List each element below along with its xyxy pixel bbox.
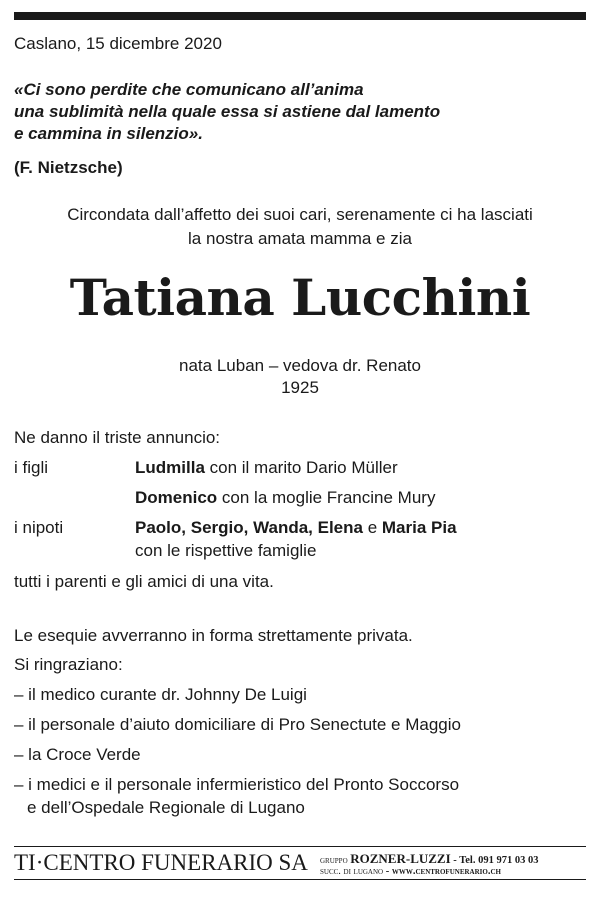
child-name: Domenico [135, 488, 218, 507]
quote-line: e cammina in silenzio». [14, 124, 203, 143]
top-rule [14, 12, 586, 20]
footer-rule-top [14, 846, 586, 847]
group-name: ROZNER-LUZZI [350, 851, 451, 866]
thanks-item-continued: e dell’Ospedale Regionale di Lugano [27, 798, 305, 817]
separator-dot: · [35, 850, 44, 875]
quote [14, 79, 440, 145]
quote-line: una sublimità nella quale essa si astiene dal lamento [14, 102, 441, 121]
company-name: CENTRO FUNERARIO SA [43, 850, 308, 875]
grandchildren-names: Paolo, Sergio, Wanda, Elena [135, 518, 363, 537]
intro-line: Circondata dall’affetto dei suoi cari, serenamente ci ha lasciati [67, 205, 533, 224]
child-name: Ludmilla [135, 458, 205, 477]
relatives-line: tutti i parenti e gli amici di una vita. [14, 572, 274, 591]
child-partner: con la moglie Francine Mury [217, 488, 436, 507]
birth-year: 1925 [281, 378, 319, 397]
grandchildren-last-name: Maria Pia [381, 518, 457, 537]
funeral-home-name [14, 850, 308, 876]
grandchildren-line [135, 518, 457, 538]
child-line [135, 458, 398, 478]
thanks-item: – il personale d’aiuto domiciliare di Pro Senectute e Maggio [14, 715, 461, 734]
thanks-heading: Si ringraziano: [14, 655, 123, 674]
child-partner: con il marito Dario Müller [204, 458, 398, 477]
thanks-item: – i medici e il personale infermieristico del Pronto Soccorso [14, 775, 460, 794]
intro-line: la nostra amata mamma e zia [188, 229, 412, 248]
thanks-item: – la Croce Verde [14, 745, 141, 764]
child-line [135, 488, 435, 508]
footer-rule-bottom [14, 879, 586, 880]
website: - www.centrofunerario.ch [385, 866, 501, 877]
branch: succ. di lugano [320, 866, 384, 877]
funeral-notice: Le esequie avverranno in forma strettamente privata. [14, 626, 413, 645]
thanks-item: – il medico curante dr. Johnny De Luigi [14, 685, 307, 704]
grandchildren-label: i nipoti [14, 518, 64, 537]
grandchildren-conjunction: e [362, 518, 382, 537]
region-code: TI [14, 850, 36, 875]
deceased-name: Tatiana Lucchini [69, 268, 531, 327]
group-label: gruppo [320, 855, 348, 866]
children-label: i figli [14, 458, 49, 477]
announcement-heading: Ne danno il triste annuncio: [14, 428, 221, 447]
grandchildren-families: con le rispettive famiglie [135, 541, 317, 560]
place-date: Caslano, 15 dicembre 2020 [14, 34, 222, 53]
quote-author: (F. Nietzsche) [14, 158, 123, 177]
birth-info: nata Luban – vedova dr. Renato [179, 356, 421, 375]
phone: - Tel. 091 971 03 03 [450, 855, 539, 866]
footer-branch-line [320, 865, 501, 878]
quote-line: «Ci sono perdite che comunicano all’anima [14, 80, 364, 99]
